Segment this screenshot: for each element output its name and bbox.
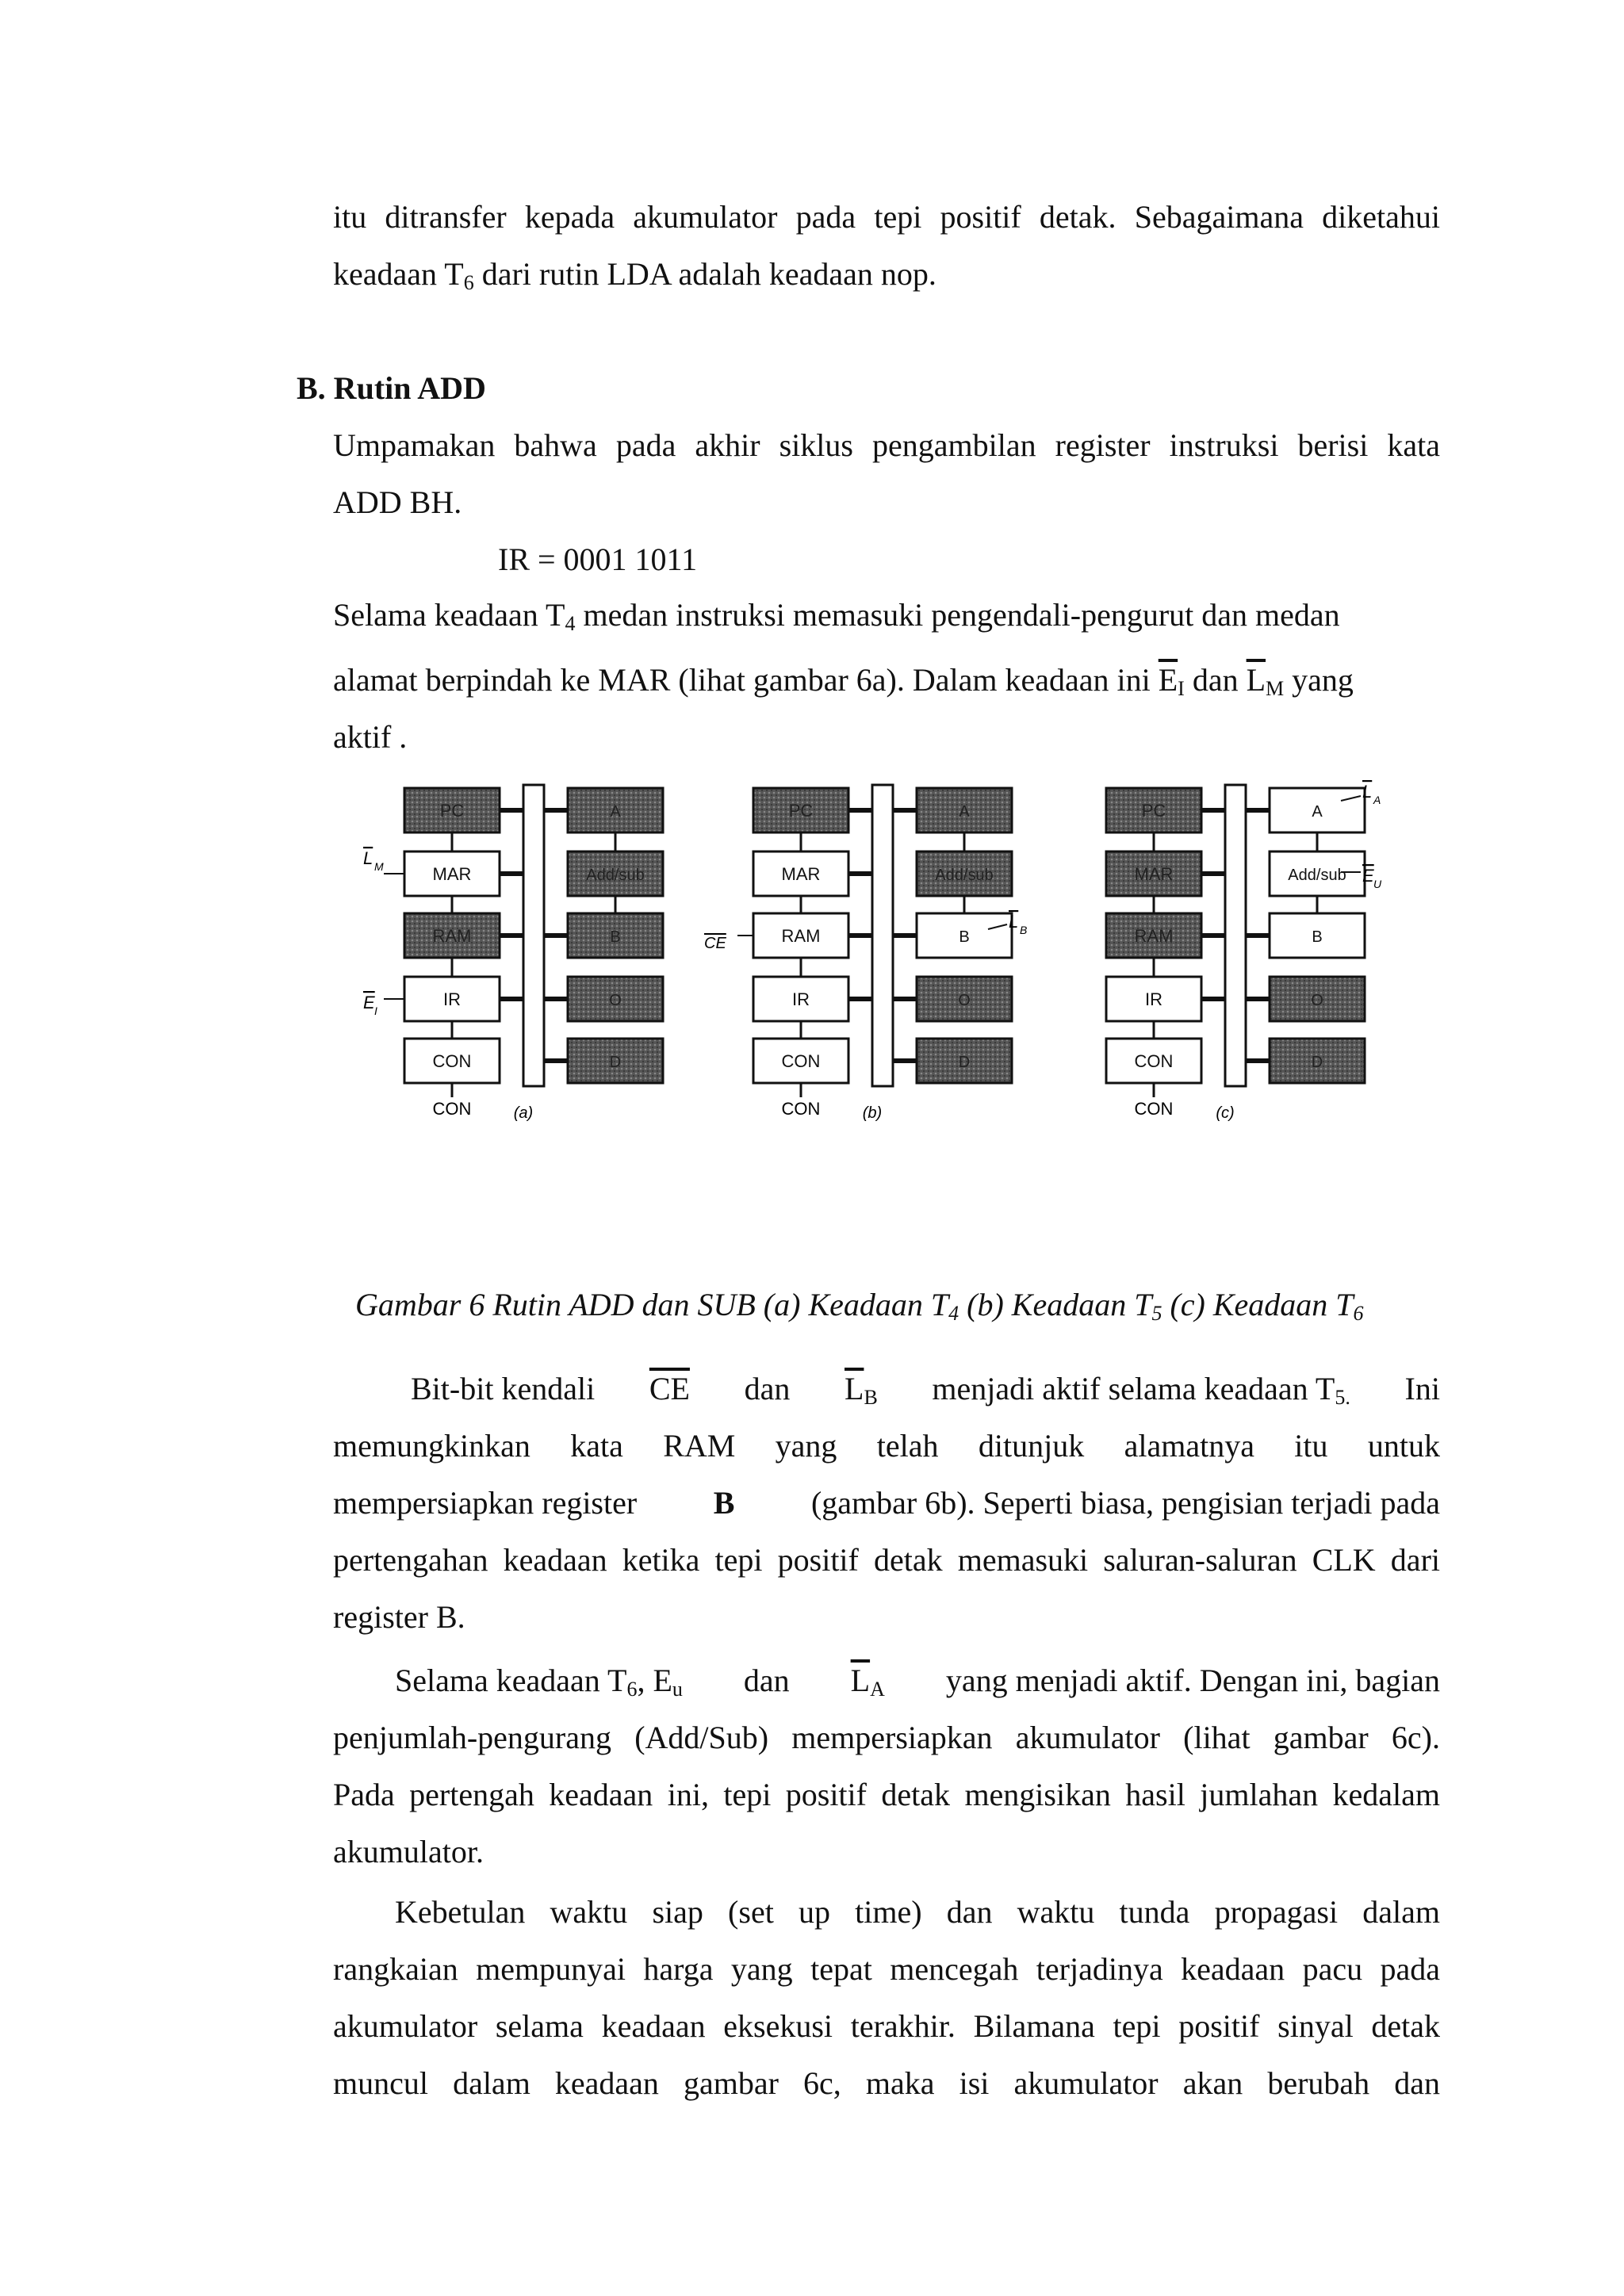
eu-signal: E bbox=[1362, 866, 1374, 886]
ei-signal-sub: I bbox=[374, 1004, 377, 1017]
body-line: alamat berpindah ke MAR (lihat gambar 6a). Dalam keadaan ini $\overline{E}_I$ dan $\overline{L}_M$ yang bbox=[333, 662, 1354, 700]
block-label-con: CON bbox=[432, 1051, 472, 1071]
block-label-ir: IR bbox=[1145, 989, 1162, 1009]
body-line: rangkaian mempunyai harga yang tepat mencegah terjadinya keadaan pacu pada bbox=[333, 1951, 1440, 1987]
body-line: Pada pertengah keadaan ini, tepi positif detak mengisikan hasil jumlahan kedalam bbox=[333, 1777, 1440, 1812]
panel-label: (c) bbox=[1216, 1104, 1235, 1122]
block-label-ram: RAM bbox=[781, 926, 821, 946]
block-label-addsub: Add/sub bbox=[586, 867, 645, 884]
block-label-ir: IR bbox=[792, 989, 810, 1009]
block-label-addsub: Add/sub bbox=[1288, 867, 1346, 884]
body-line: akumulator selama keadaan eksekusi terakhir. Bilamana tepi positif sinyal detak bbox=[333, 2008, 1440, 2044]
body-line: register B. bbox=[333, 1599, 465, 1635]
panel-label: (b) bbox=[862, 1104, 883, 1122]
block-label-ir: IR bbox=[443, 989, 461, 1009]
ir-value: IR = 0001 1011 bbox=[498, 541, 698, 577]
block-label-addsub: Add/sub bbox=[935, 867, 994, 884]
lb-signal: L bbox=[1009, 912, 1019, 932]
block-label-ram: RAM bbox=[1134, 926, 1174, 946]
block-label-mar: MAR bbox=[432, 864, 472, 884]
ce-signal: CE bbox=[704, 935, 726, 952]
block-label-a: A bbox=[959, 803, 970, 821]
block-label-d: D bbox=[958, 1054, 971, 1071]
con-output-label: CON bbox=[1134, 1099, 1174, 1119]
body-line: pertengahan keadaan ketika tepi positif detak memasuki saluran-saluran CLK dari bbox=[333, 1542, 1440, 1578]
body-line: Selama keadaan $T_6$, $E_u$ dan $\overline{L}_A$ yang menjadi aktif. Dengan ini, bagian bbox=[395, 1663, 1440, 1701]
bus bbox=[523, 785, 544, 1086]
block-label-mar: MAR bbox=[781, 864, 821, 884]
body-line: Selama keadaan $T_4$ medan instruksi memasuki pengendali-pengurut dan medan bbox=[333, 597, 1340, 635]
block-label-b: B bbox=[1312, 928, 1323, 946]
body-line: mempersiapkan register B (gambar 6b). Seperti biasa, pengisian terjadi pada bbox=[333, 1485, 1440, 1521]
block-label-a: A bbox=[610, 803, 621, 821]
panel-a bbox=[404, 785, 663, 1122]
body-line: Umpamakan bahwa pada akhir siklus pengambilan register instruksi berisi kata bbox=[333, 427, 1440, 463]
block-label-pc: PC bbox=[1141, 801, 1166, 821]
block-label-mar: MAR bbox=[1134, 864, 1174, 884]
section-heading: B. Rutin ADD bbox=[297, 370, 486, 406]
panel-label: (a) bbox=[513, 1104, 534, 1122]
block-label-o: O bbox=[958, 992, 971, 1009]
block-label-o: O bbox=[1311, 992, 1323, 1009]
body-line: penjumlah-pengurang (Add/Sub) mempersiapkan akumulator (lihat gambar 6c). bbox=[333, 1720, 1440, 1755]
body-line: muncul dalam keadaan gambar 6c, maka isi akumulator akan berubah dan bbox=[333, 2065, 1440, 2101]
block-label-ram: RAM bbox=[432, 926, 472, 946]
con-output-label: CON bbox=[781, 1099, 821, 1119]
body-line: Kebetulan waktu siap (set up time) dan waktu tunda propagasi dalam bbox=[395, 1894, 1440, 1930]
block-label-d: D bbox=[1311, 1054, 1323, 1071]
lb-signal-sub: B bbox=[1020, 924, 1028, 936]
bus bbox=[872, 785, 893, 1086]
block-label-b: B bbox=[959, 928, 970, 946]
bus bbox=[1225, 785, 1246, 1086]
block-label-d: D bbox=[609, 1054, 622, 1071]
panel-c bbox=[1106, 785, 1365, 1122]
lm-signal-sub: M bbox=[374, 860, 384, 873]
lm-signal: L bbox=[363, 848, 373, 868]
block-label-o: O bbox=[609, 992, 622, 1009]
block-label-con: CON bbox=[781, 1051, 821, 1071]
body-line: aktif . bbox=[333, 719, 408, 755]
body-line: memungkinkan kata RAM yang telah ditunjuk alamatnya itu untuk bbox=[333, 1428, 1440, 1464]
block-label-b: B bbox=[610, 928, 621, 946]
block-label-a: A bbox=[1312, 803, 1323, 821]
eu-signal-sub: U bbox=[1373, 878, 1382, 890]
figure-6 bbox=[349, 777, 1427, 1221]
panel-b bbox=[753, 785, 1012, 1122]
figure-caption: Gambar 6 Rutin ADD dan SUB (a) Keadaan $T_4$ (b) Keadaan $T_5$ (c) Keadaan $T_6$ bbox=[355, 1287, 1364, 1325]
block-label-con: CON bbox=[1134, 1051, 1174, 1071]
con-output-label: CON bbox=[432, 1099, 472, 1119]
block-label-pc: PC bbox=[439, 801, 465, 821]
block-label-pc: PC bbox=[788, 801, 814, 821]
body-line: ADD BH. bbox=[333, 484, 462, 520]
ei-signal: E bbox=[363, 993, 375, 1012]
body-line: itu ditransfer kepada akumulator pada tepi positif detak. Sebagaimana diketahui bbox=[333, 199, 1440, 235]
la-signal-sub: A bbox=[1373, 794, 1381, 806]
body-line: akumulator. bbox=[333, 1834, 484, 1869]
body-line: keadaan $T_6$ dari rutin LDA adalah keadaan nop. bbox=[333, 256, 936, 294]
body-line: Bit-bit kendali $\overline{CE}$ dan $\overline{L}_B$ menjadi aktif selama keadaan $T_{5.}$ Ini bbox=[411, 1371, 1440, 1409]
la-signal: L bbox=[1362, 782, 1373, 802]
